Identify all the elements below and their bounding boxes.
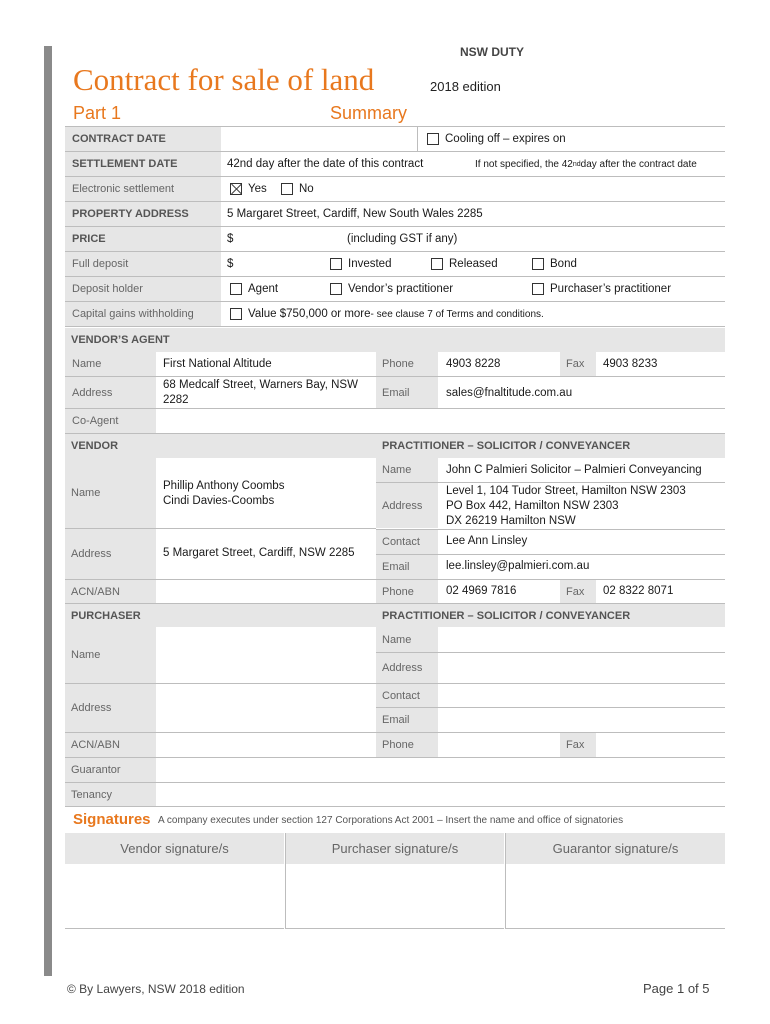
- cgw-text: Value $750,000 or more: [248, 308, 371, 320]
- purchaser-signature-box[interactable]: [286, 864, 504, 929]
- agent-address-label: Address: [65, 377, 156, 408]
- purchaser-fax-label: Fax: [560, 733, 596, 757]
- electronic-no-checkbox[interactable]: [281, 183, 293, 195]
- released-text: Released: [449, 258, 498, 270]
- bond-text: Bond: [550, 258, 577, 270]
- vendor-heading-bar: [65, 434, 725, 458]
- purchasers-practitioner-checkbox[interactable]: [532, 283, 544, 295]
- contract-date-field[interactable]: [227, 127, 417, 151]
- vendor-email-label: Email: [376, 555, 438, 579]
- agent-email-value[interactable]: sales@fnaltitude.com.au: [446, 386, 573, 399]
- vendor-fax-label: Fax: [560, 580, 596, 603]
- vendor-acn-label: ACN/ABN: [65, 580, 156, 603]
- released-option[interactable]: [431, 252, 498, 276]
- purchaser-heading: PURCHASER: [71, 609, 141, 622]
- purchaser-prac-name-label: Name: [376, 627, 438, 652]
- edition-label: 2018 edition: [430, 79, 501, 94]
- left-margin-bar: [44, 46, 52, 976]
- vendor-name-value[interactable]: [163, 479, 284, 509]
- electronic-no-option[interactable]: [281, 177, 314, 201]
- settlement-date-label: SETTLEMENT DATE: [65, 152, 221, 176]
- vendor-name-line1: Phillip Anthony Coombs: [163, 480, 285, 492]
- guarantor-signature-box[interactable]: [506, 864, 725, 929]
- deposit-currency[interactable]: $: [227, 258, 234, 270]
- property-address-row: [65, 202, 725, 227]
- contract-date-row: [65, 127, 725, 152]
- document-title: Contract for sale of land: [73, 62, 375, 97]
- vendors-practitioner-checkbox[interactable]: [330, 283, 342, 295]
- signatures-title: Signatures: [73, 811, 151, 828]
- footer-page-number: Page 1 of 5: [643, 981, 710, 996]
- electronic-settlement-label: Electronic settlement: [65, 177, 221, 201]
- bond-checkbox[interactable]: [532, 258, 544, 270]
- vendor-prac-address-line1: Level 1, 104 Tudor Street, Hamilton NSW 2303: [446, 485, 686, 497]
- vendor-prac-address-label: Address: [376, 483, 438, 528]
- price-currency[interactable]: $: [227, 233, 234, 245]
- vendors-practitioner-text: Vendor’s practitioner: [348, 283, 454, 295]
- vendor-signature-header: Vendor signature/s: [65, 833, 284, 864]
- cooling-off-text: Cooling off – expires on: [445, 133, 566, 145]
- agent-email-label: Email: [376, 377, 438, 408]
- agent-address-line1: 68 Medcalf Street, Warners Bay, NSW: [163, 379, 358, 391]
- purchaser-email-label: Email: [376, 708, 438, 732]
- deposit-holder-row: [65, 277, 725, 302]
- part-label: Part 1: [73, 103, 122, 123]
- purchaser-phone-label: Phone: [376, 733, 438, 757]
- agent-phone-value[interactable]: 4903 8228: [446, 358, 501, 370]
- settlement-note: [475, 152, 697, 176]
- electronic-yes-option[interactable]: [230, 177, 267, 201]
- vendor-address-value[interactable]: 5 Margaret Street, Cardiff, NSW 2285: [163, 547, 355, 559]
- agent-name-value[interactable]: First National Altitude: [163, 358, 272, 370]
- divider: [65, 806, 725, 807]
- cgw-note: - see clause 7 of Terms and conditions.: [370, 308, 544, 320]
- electronic-yes-checkbox-checked[interactable]: [230, 183, 242, 195]
- purchaser-address-label: Address: [65, 684, 156, 732]
- vendor-fax-value[interactable]: 02 8322 8071: [603, 585, 674, 597]
- vendor-prac-name-label: Name: [376, 458, 438, 482]
- cgw-checkbox[interactable]: [230, 308, 242, 320]
- divider: [65, 782, 725, 783]
- purchasers-practitioner-text: Purchaser’s practitioner: [550, 283, 672, 295]
- invested-option[interactable]: [330, 252, 391, 276]
- summary-label: Summary: [330, 103, 408, 123]
- cgw-option[interactable]: [230, 302, 544, 326]
- vendor-prac-address-line3: DX 26219 Hamilton NSW: [446, 515, 576, 527]
- purchaser-signature-header: Purchaser signature/s: [286, 833, 504, 864]
- price-row: [65, 227, 725, 252]
- purchaser-name-label: Name: [65, 627, 156, 683]
- agent-address-row: [65, 377, 725, 409]
- settlement-date-row: [65, 152, 725, 177]
- agent-checkbox[interactable]: [230, 283, 242, 295]
- purchaser-contact-label: Contact: [376, 684, 438, 707]
- vendor-phone-value[interactable]: 02 4969 7816: [446, 585, 517, 597]
- vendor-prac-address-line2: PO Box 442, Hamilton NSW 2303: [446, 500, 619, 512]
- purchaser-prac-address-label: Address: [376, 653, 438, 683]
- cgw-row: [65, 302, 725, 327]
- agent-address-value[interactable]: [163, 378, 358, 408]
- cooling-off-option[interactable]: [427, 127, 566, 151]
- electronic-yes-text: Yes: [248, 183, 267, 195]
- electronic-no-text: No: [299, 183, 314, 195]
- agent-address-line2: 2282: [163, 394, 189, 406]
- guarantor-label: Guarantor: [65, 758, 156, 782]
- vendor-signature-box[interactable]: [65, 864, 284, 929]
- signatures-note: A company executes under section 127 Corporations Act 2001 – Insert the name and office of signatories: [158, 815, 624, 826]
- agent-phone-label: Phone: [376, 352, 438, 376]
- divider: [417, 127, 418, 151]
- agent-option[interactable]: [230, 277, 278, 301]
- vendor-contact-label: Contact: [376, 530, 438, 554]
- invested-checkbox[interactable]: [330, 258, 342, 270]
- tenancy-label: Tenancy: [65, 783, 156, 806]
- vendor-practitioner-heading: PRACTITIONER – SOLICITOR / CONVEYANCER: [382, 440, 631, 452]
- purchaser-heading-bar: [65, 604, 725, 627]
- agent-fax-value[interactable]: 4903 8233: [603, 358, 658, 370]
- vendor-name-label: Name: [65, 458, 156, 528]
- property-address-label: PROPERTY ADDRESS: [65, 202, 221, 226]
- vendor-contact-value[interactable]: Lee Ann Linsley: [446, 535, 528, 547]
- full-deposit-row: [65, 252, 725, 277]
- vendor-name-line2: Cindi Davies-Coombs: [163, 495, 275, 507]
- bond-option[interactable]: [532, 252, 577, 276]
- coagent-row: [65, 409, 725, 434]
- released-checkbox[interactable]: [431, 258, 443, 270]
- price-label: PRICE: [65, 227, 221, 251]
- coagent-label: Co-Agent: [65, 409, 156, 433]
- invested-text: Invested: [348, 258, 392, 270]
- cooling-off-checkbox[interactable]: [427, 133, 439, 145]
- price-gst-note: (including GST if any): [347, 233, 458, 245]
- nsw-duty-label: NSW DUTY: [460, 45, 524, 59]
- deposit-holder-label: Deposit holder: [65, 277, 221, 301]
- vendor-address-label: Address: [65, 529, 156, 579]
- vendor-prac-name-value[interactable]: John C Palmieri Solicitor – Palmieri Conveyancing: [446, 464, 702, 476]
- vendors-agent-heading: VENDOR’S AGENT: [65, 328, 725, 352]
- contract-date-label: CONTRACT DATE: [65, 127, 221, 151]
- vendor-prac-address-value[interactable]: [446, 484, 686, 529]
- divider: [65, 757, 725, 758]
- full-deposit-label: Full deposit: [65, 252, 221, 276]
- purchaser-acn-label: ACN/ABN: [65, 733, 156, 757]
- cgw-label: Capital gains withholding: [65, 302, 221, 326]
- agent-text: Agent: [248, 283, 279, 295]
- guarantor-signature-header: Guarantor signature/s: [506, 833, 725, 864]
- vendor-heading: VENDOR: [71, 440, 119, 452]
- vendors-practitioner-option[interactable]: [330, 277, 453, 301]
- agent-name-row: [65, 352, 725, 377]
- settlement-date-value[interactable]: 42nd day after the date of this contract: [227, 158, 424, 170]
- agent-name-label: Name: [65, 352, 156, 376]
- settlement-note-prefix: If not specified, the 42: [475, 158, 573, 170]
- agent-fax-label: Fax: [560, 352, 596, 376]
- purchaser-practitioner-heading: PRACTITIONER – SOLICITOR / CONVEYANCER: [382, 609, 631, 622]
- settlement-note-suffix: day after the contract date: [580, 158, 697, 170]
- electronic-settlement-row: [65, 177, 725, 202]
- vendor-phone-label: Phone: [376, 580, 438, 603]
- settlement-note-sup: nd: [572, 160, 581, 168]
- purchasers-practitioner-option[interactable]: [532, 277, 671, 301]
- property-address-value[interactable]: 5 Margaret Street, Cardiff, New South Wales 2285: [227, 208, 483, 220]
- vendor-email-value[interactable]: lee.linsley@palmieri.com.au: [446, 560, 590, 572]
- footer-copyright: © By Lawyers, NSW 2018 edition: [67, 982, 245, 996]
